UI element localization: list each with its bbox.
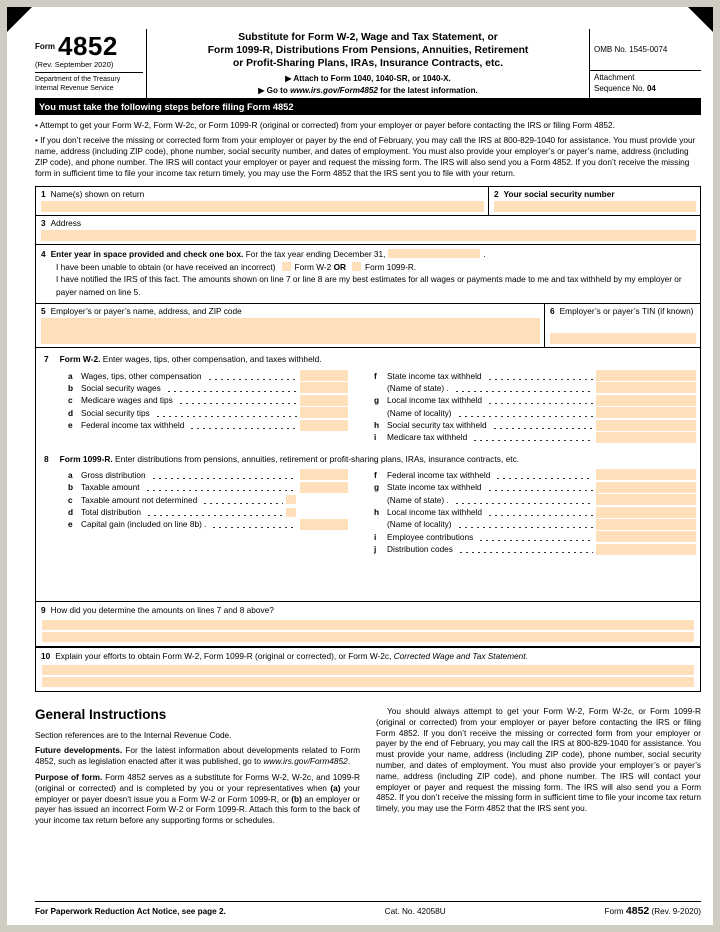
line7g-amount-field[interactable] <box>596 395 696 406</box>
item-key: d <box>68 407 74 418</box>
line8-header-text: Form 1099-R. Enter distributions from pensions, annuities, retirement or profit-sharing plans, IRAs, insurance contracts, etc. <box>59 453 520 464</box>
dot-leader <box>166 384 297 392</box>
line7d-amount-field[interactable] <box>300 407 348 418</box>
line7e-amount-field[interactable] <box>300 420 348 431</box>
general-instructions <box>35 706 701 831</box>
dot-leader <box>487 372 593 380</box>
item-key: a <box>68 370 73 381</box>
line8-state-name-field[interactable] <box>596 494 696 505</box>
steps-banner: You must take the following steps before filing Form 4852 <box>35 100 701 115</box>
name-field[interactable] <box>41 201 484 212</box>
item-label: Capital gain (included on line 8b) . <box>81 519 207 530</box>
corner-mark-top-left-icon <box>7 7 32 32</box>
dot-leader <box>211 520 297 528</box>
dot-leader <box>202 496 283 504</box>
line7-state-row <box>374 382 696 394</box>
line7-header-row <box>44 354 696 364</box>
line8h-row <box>374 506 696 518</box>
line8j-amount-field[interactable] <box>596 544 696 555</box>
item-key: h <box>374 507 380 518</box>
form-1099r-checkbox[interactable] <box>352 262 361 271</box>
line8e-amount-field[interactable] <box>300 519 348 530</box>
line8g-row <box>374 481 696 493</box>
dot-leader <box>458 545 593 553</box>
attach-instruction: ▶ Attach to Form 1040, 1040-SR, or 1040-X. <box>285 73 451 83</box>
omb-number: OMB No. 1545-0074 <box>594 44 668 54</box>
row-line-10 <box>36 647 700 691</box>
line7-state-name-field[interactable] <box>596 382 696 393</box>
corner-mark-top-right-icon <box>688 7 713 32</box>
line8-header-row <box>44 454 696 464</box>
instructions-left-column <box>35 706 360 831</box>
line6-cell <box>544 304 700 347</box>
line8-state-row <box>374 493 696 505</box>
line8a-row <box>68 469 348 481</box>
dot-leader <box>454 496 593 504</box>
dot-leader <box>155 409 297 417</box>
line7e-row <box>68 419 348 431</box>
dot-leader <box>178 396 297 404</box>
step-bullet-1: • Attempt to get your Form W-2, Form W-2c, or Form 1099-R (original or corrected) from your employer or payer before contacting the IRS or filing Form 4852. <box>35 119 615 130</box>
section-references-paragraph: Section references are to the Internal Revenue Code. <box>35 729 232 740</box>
catalog-number: Cat. No. 42058U <box>384 907 446 916</box>
dot-leader <box>146 508 283 516</box>
line7h-row <box>374 419 696 431</box>
line7-locality-row <box>374 406 696 418</box>
form-title-line-3: or Profit-Sharing Plans, IRAs, Insurance Contracts, etc. <box>232 57 504 69</box>
line8i-amount-field[interactable] <box>596 531 696 542</box>
line4-sentence-1 <box>41 248 695 260</box>
line7d-row <box>68 406 348 418</box>
line10-label-row <box>41 650 695 663</box>
line8h-amount-field[interactable] <box>596 507 696 518</box>
line7a-amount-field[interactable] <box>300 370 348 381</box>
omb-block <box>589 29 701 98</box>
goto-instruction: ▶ Go to www.irs.gov/Form4852 for the latest information. <box>258 85 478 95</box>
line7a-row <box>68 369 348 381</box>
dot-leader <box>189 421 297 429</box>
line8i-row <box>374 531 696 543</box>
line8-section <box>36 448 700 560</box>
item-key: j <box>374 544 377 555</box>
item-label: Social security wages <box>81 382 161 393</box>
row-line-4 <box>36 245 700 304</box>
dot-leader <box>207 372 297 380</box>
line4-year-suffix: . <box>483 249 486 260</box>
dot-leader <box>492 421 593 429</box>
line4-unable-text: I have been unable to obtain (or have received an incorrect) <box>56 261 276 272</box>
line1-number: 1 <box>41 189 46 200</box>
purpose-of-form-paragraph: Purpose of form. Form 4852 serves as a substitute for Forms W-2, W-2c, and 1099-R (original or corrected) and is completed by you or your representatives when (a) your employer or payer doesn’t issue you a Form W-2 or Form 1099-R, or (b) an employer or payer has issued an incorrect Form W-2 or Form 1099-R. Attach this form to the back of your income tax return before any supporting forms or schedules. <box>35 772 361 826</box>
item-label: Local income tax withheld <box>387 395 483 406</box>
line3-number: 3 <box>41 217 46 228</box>
item-key: h <box>374 420 380 431</box>
line7c-amount-field[interactable] <box>300 395 348 406</box>
line7c-row <box>68 394 348 406</box>
line9-label-row <box>41 604 695 617</box>
line8-right-column <box>374 469 696 556</box>
line8-left-column <box>68 469 348 556</box>
revision-date: (Rev. September 2020) <box>35 60 114 69</box>
line6-number: 6 <box>550 305 555 316</box>
item-label: Medicare wages and tips <box>81 395 173 406</box>
line8c-row <box>68 493 348 505</box>
line7-left-column <box>68 369 348 443</box>
form-1099r-option-label: Form 1099-R. <box>365 261 417 272</box>
line8j-row <box>374 543 696 555</box>
line2-label-row <box>489 187 700 200</box>
line2-cell <box>488 187 700 214</box>
dot-leader <box>478 533 593 541</box>
or-label: OR <box>333 261 347 272</box>
line8d-row <box>68 506 348 518</box>
line4-lead: Enter year in space provided and check one box. <box>50 249 244 260</box>
line7-locality-name-field[interactable] <box>596 407 696 418</box>
line8f-amount-field[interactable] <box>596 469 696 480</box>
item-key: g <box>374 482 380 493</box>
step-bullet-2: • If you don’t receive the missing or corrected form from your employer or payer by the end of February, you may call the IRS at 800-829-1040 for assistance. You must provide your name, address (including ZIP code), phone number, social security number, and dates of employment. You must also provide your employer’s or payer’s name, address (including ZIP code), and phone number. The IRS will contact your employer or payer and request the missing form. The IRS will also send you a Form 4852. If you don’t receive the missing form in sufficient time to file your income tax return timely, you may use the Form 4852 that the IRS sent you to file with your return. <box>35 135 696 178</box>
item-key: i <box>374 531 377 542</box>
item-label: (Name of locality) <box>387 519 452 530</box>
dot-leader <box>145 483 297 491</box>
future-developments-paragraph: Future developments. For the latest information about developments related to Form 4852, such as legislation enacted after it was published, go to www.irs.gov/Form4852. <box>35 745 360 767</box>
line8b-amount-field[interactable] <box>300 482 348 493</box>
line5-cell <box>36 304 544 347</box>
form-title-line-1: Substitute for Form W-2, Wage and Tax Statement, or <box>238 32 498 43</box>
line4-year-text: For the tax year ending December 31, <box>245 249 386 260</box>
instructions-right-column <box>376 706 701 831</box>
dot-leader <box>495 471 593 479</box>
line5-number: 5 <box>41 305 46 316</box>
item-key: f <box>374 370 377 381</box>
instructions-heading: General Instructions <box>35 707 167 723</box>
item-key: c <box>68 395 73 406</box>
line1-cell <box>36 187 488 214</box>
dot-leader <box>487 396 593 404</box>
line7h-amount-field[interactable] <box>596 420 696 431</box>
paperwork-notice: For Paperwork Reduction Act Notice, see page 2. <box>35 907 226 916</box>
form-w2-option-label: Form W-2 <box>294 261 332 272</box>
item-key: f <box>374 469 377 480</box>
item-key: b <box>68 482 74 493</box>
dot-leader <box>151 471 297 479</box>
line10-number: 10 <box>41 650 51 661</box>
dot-leader <box>472 433 593 441</box>
line8-number: 8 <box>44 453 49 464</box>
line7-number: 7 <box>44 354 49 365</box>
line7-right-column <box>374 369 696 443</box>
attempt-paragraph: You should always attempt to get your Form W-2, Form W-2c, or Form 1099-R (original or corrected) from your employer or payer before contacting the IRS or filing Form 4852. If you don’t receive the missing or corrected form from your employer or payer by the end of February, you may call the IRS at 800-829-1040 for assistance. You must provide your name, address (including ZIP code), phone number, social security number, and dates of employment. You must also provide your employer’s or payer’s name, address (including ZIP code), and phone number. The IRS will contact your employer or payer and request the missing form. The IRS will also send you a Form 4852. If you don’t receive the missing form in sufficient time to file your income tax return timely, you may use the Form 4852 that the IRS sent you. <box>376 706 701 814</box>
employer-info-field[interactable] <box>41 318 540 344</box>
item-label: Social security tips <box>81 407 150 418</box>
line3-label: Address <box>50 217 82 228</box>
line8f-row <box>374 469 696 481</box>
item-key: i <box>374 432 377 443</box>
line1-label-row <box>36 187 488 200</box>
item-key: e <box>68 519 73 530</box>
item-label: State income tax withheld <box>387 482 482 493</box>
line8e-row <box>68 518 348 530</box>
line4-sentence-3: I have notified the IRS of this fact. The amounts shown on line 7 or line 8 are my best estimates for all wages or payments made to me and tax withheld by my employer or payer named on line 5. <box>56 274 682 297</box>
line6-label-row <box>545 304 700 317</box>
line7b-row <box>68 382 348 394</box>
item-label: State income tax withheld <box>387 370 482 381</box>
line5-label-row <box>36 304 544 317</box>
item-label: Local income tax withheld <box>387 507 483 518</box>
line8-locality-name-field[interactable] <box>596 519 696 530</box>
item-label: Wages, tips, other compensation <box>81 370 202 381</box>
row-line-1-2 <box>36 187 700 215</box>
item-key: c <box>68 494 73 505</box>
item-key: g <box>374 395 380 406</box>
line8c-checkbox[interactable] <box>286 495 296 504</box>
line1-label: Name(s) shown on return <box>50 189 145 200</box>
row-line-5-6 <box>36 304 700 348</box>
line2-number: 2 <box>494 189 499 200</box>
item-key: a <box>68 469 73 480</box>
line8d-checkbox[interactable] <box>286 508 296 517</box>
dot-leader <box>487 483 593 491</box>
line10-label: Explain your efforts to obtain Form W-2, Form 1099-R (original or corrected), or Form W-2c, Corrected Wage and Tax Statement. <box>55 650 528 661</box>
attachment-sequence <box>590 70 701 98</box>
line8-locality-row <box>374 518 696 530</box>
line9-answer-field-1[interactable] <box>42 620 694 630</box>
line10-answer-field-2[interactable] <box>42 677 694 687</box>
agency-block <box>35 72 143 93</box>
item-label: (Name of state) . <box>387 382 449 393</box>
sequence-number: Sequence No. 04 <box>594 83 656 93</box>
item-label: Taxable amount <box>81 482 140 493</box>
item-label: Employee contributions <box>387 531 474 542</box>
form-title-block <box>147 29 589 98</box>
item-label: Federal income tax withheld <box>81 420 185 431</box>
form-w2-checkbox[interactable] <box>282 262 291 271</box>
dot-leader <box>454 384 593 392</box>
line7f-row <box>374 369 696 381</box>
address-field[interactable] <box>41 230 696 241</box>
line3-label-row <box>36 216 700 229</box>
item-label: Social security tax withheld <box>387 420 487 431</box>
line5-label: Employer’s or payer’s name, address, and ZIP code <box>50 305 242 316</box>
tax-year-field[interactable] <box>388 249 480 258</box>
agency-line-1: Department of the Treasury <box>35 76 121 83</box>
line8b-row <box>68 481 348 493</box>
form-header <box>35 29 701 100</box>
item-key: b <box>68 382 74 393</box>
line2-label: Your social security number <box>503 189 615 200</box>
line8g-amount-field[interactable] <box>596 482 696 493</box>
line7i-row <box>374 431 696 443</box>
line9-label: How did you determine the amounts on lines 7 and 8 above? <box>50 605 274 616</box>
item-key: d <box>68 507 74 518</box>
line6-label: Employer’s or payer’s TIN (if known) <box>559 305 694 316</box>
line7f-amount-field[interactable] <box>596 370 696 381</box>
line10-answer-field-1[interactable] <box>42 665 694 675</box>
form-title <box>153 32 583 71</box>
form-number: 4852 <box>58 31 118 61</box>
line9-answer-field-2[interactable] <box>42 632 694 642</box>
line7b-amount-field[interactable] <box>300 382 348 393</box>
item-label: Taxable amount not determined <box>81 494 198 505</box>
ssn-field[interactable] <box>494 201 696 212</box>
line7g-row <box>374 394 696 406</box>
form-title-line-2: Form 1099-R, Distributions From Pensions, Annuities, Retirement <box>207 44 529 56</box>
dot-leader <box>457 520 593 528</box>
employer-tin-field[interactable] <box>550 333 696 344</box>
form-word-label: Form <box>35 42 55 51</box>
item-label: (Name of state) . <box>387 494 449 505</box>
item-key: e <box>68 420 73 431</box>
line4-sentence-2 <box>56 261 695 273</box>
line7-section <box>36 348 700 447</box>
page-footer <box>35 901 701 917</box>
form-fields-table <box>35 186 701 692</box>
line7-header-text: Form W-2. Enter wages, tips, other compensation, and taxes withheld. <box>59 354 322 365</box>
dot-leader <box>487 508 593 516</box>
form-footer-reference: Form 4852 (Rev. 9-2020) <box>604 905 701 917</box>
line8a-amount-field[interactable] <box>300 469 348 480</box>
item-label: Federal income tax withheld <box>387 469 491 480</box>
form-page <box>7 7 713 925</box>
agency-line-2: Internal Revenue Service <box>35 85 114 93</box>
form-identity-block <box>35 29 147 98</box>
line4-number: 4 <box>41 249 46 260</box>
item-label: Medicare tax withheld <box>387 432 468 443</box>
attachment-label: Attachment <box>594 72 635 82</box>
item-label: Distribution codes <box>387 544 453 555</box>
row-line-9 <box>36 601 700 646</box>
dot-leader <box>457 409 593 417</box>
row-line-3 <box>36 216 700 245</box>
item-label: Total distribution <box>81 507 141 518</box>
line7i-amount-field[interactable] <box>596 432 696 443</box>
item-label: Gross distribution <box>81 469 146 480</box>
line9-number: 9 <box>41 605 46 616</box>
item-label: (Name of locality) <box>387 407 452 418</box>
